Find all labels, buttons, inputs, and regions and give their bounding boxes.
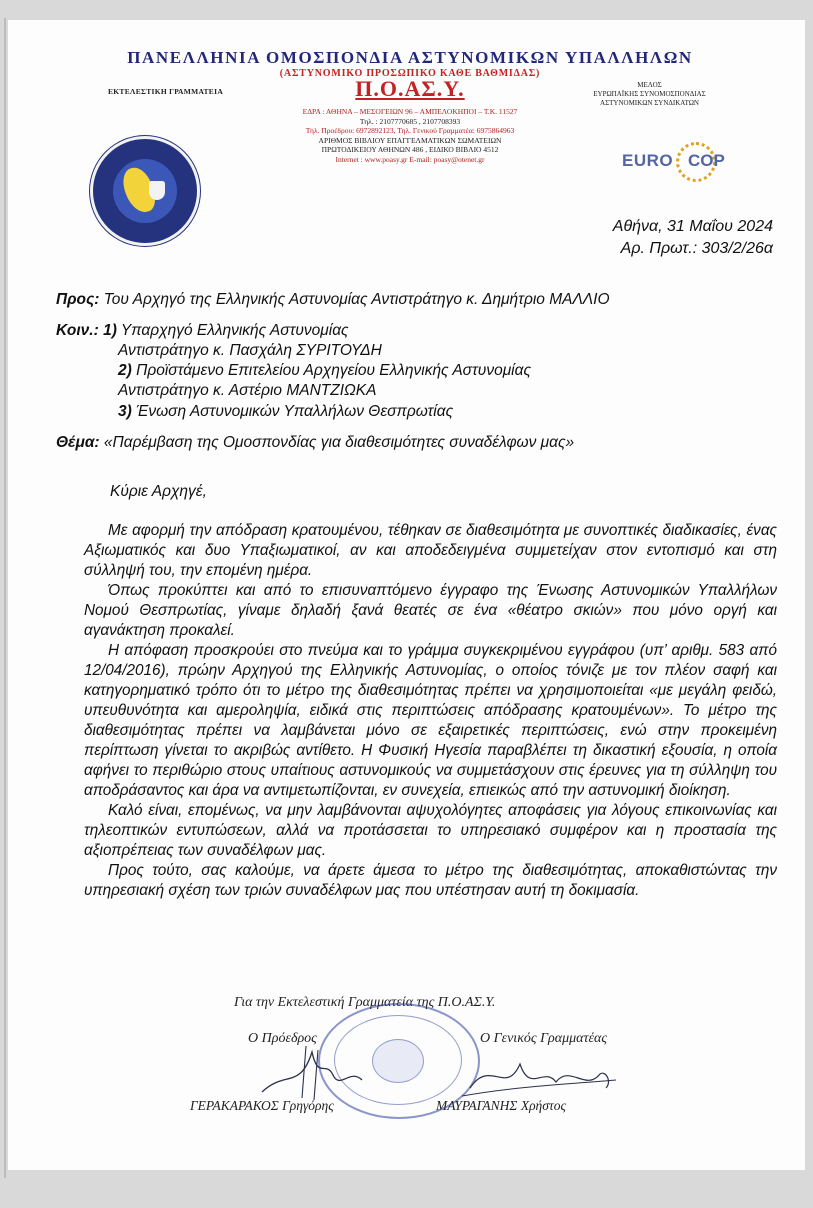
federation-title: ΠΑΝΕΛΛΗΝΙΑ ΟΜΟΣΠΟΝΔΙΑ ΑΣΤΥΝΟΜΙΚΩΝ ΥΠΑΛΛΗΛΩΝ xyxy=(127,48,693,67)
subject-text: «Παρέμβαση της Ομοσπονδίας για διαθεσιμότητες συναδέλφων μας» xyxy=(103,434,575,451)
membership-line: ΕΥΡΩΠΑΪΚΗΣ ΣΥΝΟΜΟΣΠΟΝΔΙΑΣ xyxy=(593,90,706,98)
signature-heading: Για την Εκτελεστική Γραμματεία της Π.Ο.ΑΣ.Υ. xyxy=(234,995,496,1010)
phone-line: Τηλ. Προέδρου: 6972892123, Τηλ. Γενικού Γραμματέα: 6975864963 xyxy=(305,126,515,136)
registry-line: ΠΡΩΤΟΔΙΚΕΙΟΥ ΑΘΗΝΩΝ 486 , ΕΙΔΙΚΟ ΒΙΒΛΙΟ 4512 xyxy=(321,145,499,155)
federation-subtitle: (ΑΣΤΥΝΟΜΙΚΟ ΠΡΟΣΩΠΙΚΟ ΚΑΘΕ ΒΑΘΜΙΔΑΣ) xyxy=(279,68,541,79)
eurocop-logo-right: COP xyxy=(688,151,725,170)
body-paragraph-1: Με αφορμή την απόδραση κρατουμένου, τέθηκαν σε διαθεσιμότητα με συνοπτικές διαδικασίες, ένας Αξιωματικός και δυο Υπαξιωματικοί, αν και αποδεδειγμένα συμμετείχαν στον εντοπισμό και στη σύλληψή του, την επομένη ημέρα. xyxy=(84,522,777,579)
protocol-number: Αρ. Πρωτ.: 303/2/26α xyxy=(620,240,773,257)
web-email-line: Internet : www.poasy.gr E-mail: poasy@otenet.gr xyxy=(335,154,485,164)
cc3-number: 3) xyxy=(118,403,132,420)
cc1-recipient: Υπαρχηγό Ελληνικής Αστυνομίας xyxy=(120,322,349,339)
cc2-recipient: Προϊστάμενο Επιτελείου Αρχηγείου Ελληνικής Αστυνομίας xyxy=(136,362,532,379)
membership-line: ΑΣΤΥΝΟΜΙΚΩΝ ΣΥΝΔΙΚΑΤΩΝ xyxy=(600,99,699,107)
letter-date: Αθήνα, 31 Μαΐου 2024 xyxy=(612,218,773,235)
registry-line: ΑΡΙΘΜΟΣ ΒΙΒΛΙΟΥ ΕΠΑΓΓΕΛΜΑΤΙΚΩΝ ΣΩΜΑΤΕΙΩΝ xyxy=(318,135,502,145)
body-paragraph-3: Η απόφαση προσκρούει στο πνεύμα και το γράμμα συγκεκριμένου εγγράφου (υπ’ αριθμ. 583 από 12/04/2016), πρώην Αρχηγού της Ελληνικής Αστυνομίας, ο οποίος τόνιζε με τον πλέον σαφή και κατηγορηματικό τρόπο ότι το μέτρο της διαθεσιμότητας πρέπει να χρησιμοποιείται «με μεγάλη φειδώ, υπευθυνότητα και αμεροληψία, ειδικά στις περιπτώσεις απόδρασης κρατουμένων». Το μέτρο της διαθεσιμότητας πρέπει να λαμβάνεται μόνο σε εξαιρετικές περιπτώσεις, ενώ στην προκειμένη περίπτωση γίνεται το ακριβώς αντίθετο. Η Φυσική Ηγεσία παραβλέπει τη δικαστική εξουσία, η οποία αφήνει το περιθώριο στους υπαίτιους αστυνομικούς να συμμετάσχουν στις έρευνες για τη σύλληψη του αποδράσαντος και άρα να αντιμετωπίζονται, εν συνεχεία, επιεικώς από την αστυνομική διοίκηση. xyxy=(84,642,777,799)
cc2-number: 2) xyxy=(118,362,132,379)
to-label: Προς: xyxy=(56,291,100,308)
cc3-recipient: Ένωση Αστυνομικών Υπαλλήλων Θεσπρωτίας xyxy=(136,403,454,420)
body-paragraph-4: Καλό είναι, επομένως, να μην λαμβάνονται αψυχολόγητες αποφάσεις για λόγους επικοινωνίας και τηλεοπτικών εντυπώσεων, αλλά να προτάσσεται το υπηρεσιακό συμφέρον και η προστασία της αξιοπρέπειας των συναδέλφων μας. xyxy=(84,802,777,859)
cc-label: Κοιν.: xyxy=(56,322,99,339)
phone-line: Τηλ. : 2107770685 , 2107708393 xyxy=(359,116,461,126)
cc2-recipient-name: Αντιστράτηγο κ. Αστέριο ΜΑΝΤΖΙΩΚΑ xyxy=(118,382,377,399)
federation-abbreviation: Π.Ο.ΑΣ.Υ. xyxy=(355,76,465,101)
salutation: Κύριε Αρχηγέ, xyxy=(110,483,207,500)
membership-line: ΜΕΛΟΣ xyxy=(637,81,662,89)
general-secretary-role: Ο Γενικός Γραμματέας xyxy=(480,1031,608,1046)
body-paragraph-2: Όπως προκύπτει και από το επισυναπτόμενο έγγραφο της Ένωσης Αστυνομικών Υπαλλήλων Νομού Θεσπρωτίας, γίναμε δηλαδή ξανά θεατές σε ένα «θέατρο σκιών» που μόνο οργή και αγανάκτηση προκαλεί. xyxy=(84,582,777,639)
executive-secretariat-label: ΕΚΤΕΛΕΣΤΙΚΗ ΓΡΑΜΜΑΤΕΙΑ xyxy=(108,87,224,96)
president-role: Ο Πρόεδρος xyxy=(248,1031,317,1046)
general-secretary-name: ΜΑΥΡΑΓΑΝΗΣ Χρήστος xyxy=(436,1098,566,1113)
body-paragraph-5: Προς τούτο, σας καλούμε, να άρετε άμεσα το μέτρο της διαθεσιμότητας, αποκαθιστώντας την υπηρεσιακή σχέση των τριών συναδέλφων μας που υπέστησαν αυτή τη δοκιμασία. xyxy=(84,862,777,899)
address-line: ΕΔΡΑ : ΑΘΗΝΑ – ΜΕΣΟΓΕΙΩΝ 96 – ΑΜΠΕΛΟΚΗΠΟΙ – Τ.Κ. 11527 xyxy=(302,107,518,116)
subject-label: Θέμα: xyxy=(56,434,100,451)
president-name: ΓΕΡΑΚΑΡΑΚΟΣ Γρηγόρης xyxy=(190,1098,334,1113)
to-recipient: Του Αρχηγό της Ελληνικής Αστυνομίας Αντιστράτηγο κ. Δημήτριο ΜΑΛΛΙΟ xyxy=(103,291,610,308)
cc1-recipient-name: Αντιστράτηγο κ. Πασχάλη ΣΥΡΙΤΟΥΔΗ xyxy=(118,342,382,359)
cc1-number: 1) xyxy=(103,322,117,339)
eurocop-logo-left: EURO xyxy=(622,151,674,170)
